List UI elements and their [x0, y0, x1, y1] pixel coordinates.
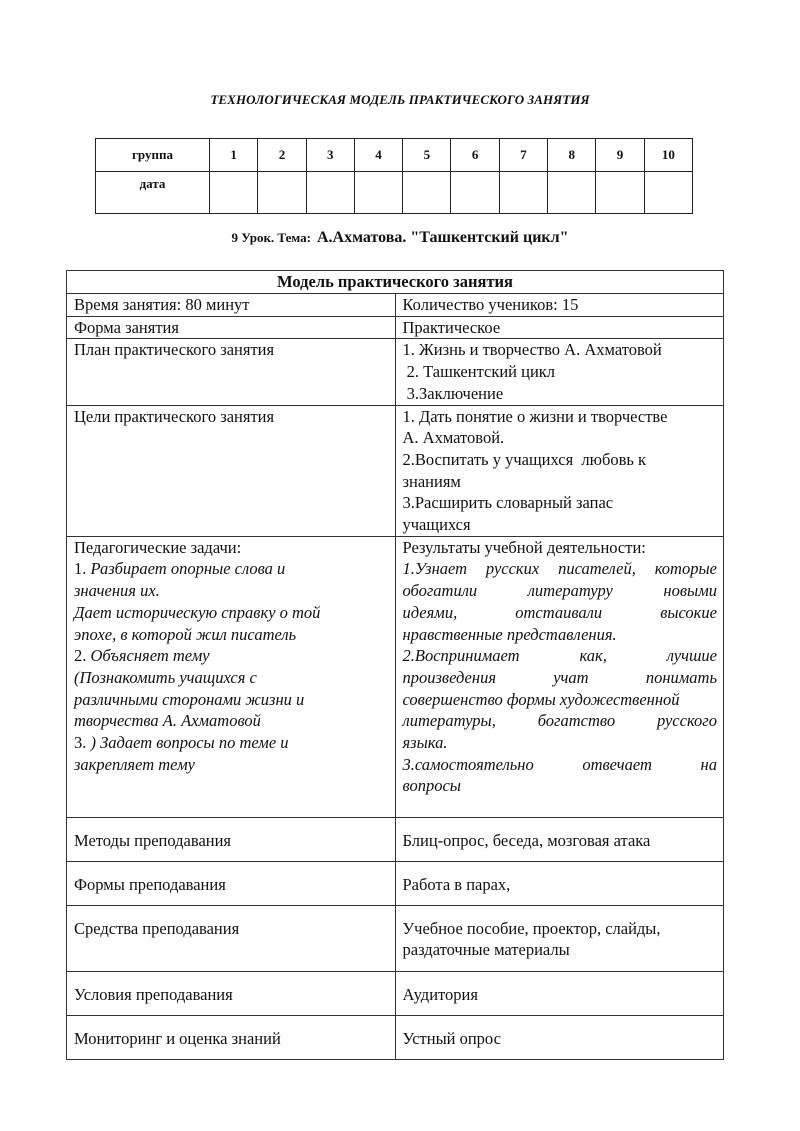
results-word: отстаивали: [515, 602, 603, 622]
date-cell: [306, 172, 354, 214]
results-word: высокие: [660, 602, 717, 622]
lesson-topic: А.Ахматова. "Ташкентский цикл": [316, 229, 569, 246]
task-line: различными сторонами жизни и: [74, 689, 305, 709]
results-line: совершенство формы художественной: [402, 689, 680, 709]
results-word: 2.Воспринимает: [402, 646, 520, 666]
results-line: [403, 558, 718, 580]
results-word: богатство: [537, 711, 616, 731]
group-number-cell: 6: [451, 139, 499, 172]
results-line: вопросы: [402, 776, 461, 796]
means-label: Средства преподавания: [67, 905, 396, 971]
results-word: литературу: [527, 581, 613, 601]
group-number-cell: 7: [499, 139, 547, 172]
lesson-heading: [0, 229, 800, 247]
model-header-row: [67, 271, 724, 294]
plan-row: [67, 339, 724, 405]
results-word: учат: [553, 667, 589, 687]
goals-line: А. Ахматовой.: [402, 428, 505, 448]
results-word: идеями,: [402, 602, 458, 622]
date-row: [96, 172, 693, 214]
results-word: произведения: [402, 667, 496, 687]
plan-value: [395, 339, 724, 405]
goals-value: [395, 405, 724, 536]
forms-row: [67, 861, 724, 905]
task-line: значения их.: [74, 581, 160, 601]
means-row: [67, 905, 724, 971]
results-word: 1.Узнает: [402, 559, 468, 579]
tasks-label: Педагогические задачи:: [74, 537, 242, 557]
results-word: 3.самостоятельно: [402, 754, 534, 774]
task-line: эпохе, в которой жил писатель: [74, 624, 297, 644]
results-word: русского: [656, 711, 717, 731]
date-cell: [354, 172, 402, 214]
group-number-cell: 5: [403, 139, 451, 172]
task-number: 2.: [74, 646, 91, 666]
group-number-cell: 10: [644, 139, 692, 172]
results-line: [403, 754, 718, 776]
results-line: [403, 580, 718, 602]
conditions-value: Аудитория: [395, 971, 724, 1015]
lesson-prefix: 9 Урок. Тема:: [231, 230, 311, 245]
plan-item: 2. Ташкентский цикл: [402, 362, 556, 382]
results-word: литературы,: [402, 711, 496, 731]
results-word: лучшие: [666, 646, 717, 666]
results-line: языка.: [402, 733, 448, 753]
date-cell: [548, 172, 596, 214]
goals-line: 1. Дать понятие о жизни и творчестве: [402, 406, 668, 426]
means-line: раздаточные материалы: [402, 940, 570, 960]
results-line: нравственные представления.: [402, 624, 617, 644]
learning-results-cell: [395, 536, 724, 817]
task-number: 1.: [74, 559, 91, 579]
date-cell: [596, 172, 644, 214]
forms-value: Работа в парах,: [395, 861, 724, 905]
lesson-model-table: [66, 270, 724, 1060]
plan-label: План практического занятия: [67, 339, 396, 405]
methods-value: Блиц-опрос, беседа, мозговая атака: [395, 817, 724, 861]
date-label: дата: [96, 172, 210, 214]
students-cell: Количество учеников: 15: [395, 294, 724, 317]
group-number-cell: 3: [306, 139, 354, 172]
date-cell: [210, 172, 258, 214]
results-word: обогатили: [402, 581, 478, 601]
date-cell: [258, 172, 306, 214]
results-word: которые: [654, 559, 717, 579]
model-header: Модель практического занятия: [67, 271, 724, 294]
task-line: творчества А. Ахматовой: [74, 711, 261, 731]
form-value: Практическое: [395, 316, 724, 339]
tasks-results-row: [67, 536, 724, 817]
form-label: Форма занятия: [67, 316, 396, 339]
group-number-cell: 1: [210, 139, 258, 172]
results-line: [403, 667, 718, 689]
results-word: понимать: [645, 667, 717, 687]
date-cell: [403, 172, 451, 214]
date-cell: [644, 172, 692, 214]
task-line: Дает историческую справку о той: [74, 602, 321, 622]
duration-cell: Время занятия: 80 минут: [67, 294, 396, 317]
forms-label: Формы преподавания: [67, 861, 396, 905]
results-word: как,: [579, 646, 607, 666]
results-line: [403, 645, 718, 667]
group-number-cell: 9: [596, 139, 644, 172]
group-number-cell: 8: [548, 139, 596, 172]
plan-item: 1. Жизнь и творчество А. Ахматовой: [402, 340, 662, 360]
results-word: русских: [485, 559, 540, 579]
results-line: [403, 710, 718, 732]
monitoring-value: Устный опрос: [395, 1015, 724, 1059]
conditions-row: [67, 971, 724, 1015]
task-line: (Познакомить учащихся с: [74, 667, 257, 687]
methods-label: Методы преподавания: [67, 817, 396, 861]
results-word: отвечает: [582, 754, 652, 774]
monitoring-label: Мониторинг и оценка знаний: [67, 1015, 396, 1059]
task-number: 3.: [74, 733, 91, 753]
duration-row: [67, 294, 724, 317]
goals-line: знаниям: [402, 471, 461, 491]
group-label: группа: [96, 139, 210, 172]
means-value: [395, 905, 724, 971]
form-row: [67, 316, 724, 339]
task-line: Объясняет тему: [90, 646, 210, 666]
conditions-label: Условия преподавания: [67, 971, 396, 1015]
group-number-cell: 4: [354, 139, 402, 172]
group-date-table: [95, 138, 693, 214]
goals-line: 3.Расширить словарный запас: [402, 493, 614, 513]
results-word: писателей,: [558, 559, 636, 579]
results-label: Результаты учебной деятельности:: [402, 537, 646, 557]
monitoring-row: [67, 1015, 724, 1059]
goals-line: учащихся: [402, 515, 471, 535]
task-line: закрепляет тему: [74, 754, 195, 774]
means-line: Учебное пособие, проектор, слайды,: [402, 918, 661, 938]
date-cell: [451, 172, 499, 214]
goals-line: 2.Воспитать у учащихся любовь к: [402, 449, 647, 469]
results-word: на: [700, 754, 717, 774]
results-line: [403, 602, 718, 624]
document-title: ТЕХНОЛОГИЧЕСКАЯ МОДЕЛЬ ПРАКТИЧЕСКОГО ЗАНЯТИЯ: [210, 92, 590, 107]
goals-row: [67, 405, 724, 536]
group-row: [96, 139, 693, 172]
methods-row: [67, 817, 724, 861]
goals-label: Цели практического занятия: [67, 405, 396, 536]
pedagogical-tasks-cell: [67, 536, 396, 817]
task-line: ) Задает вопросы по теме и: [90, 733, 289, 753]
task-line: Разбирает опорные слова и: [90, 559, 286, 579]
plan-item: 3.Заключение: [402, 383, 504, 403]
group-number-cell: 2: [258, 139, 306, 172]
results-word: новыми: [663, 581, 717, 601]
date-cell: [499, 172, 547, 214]
